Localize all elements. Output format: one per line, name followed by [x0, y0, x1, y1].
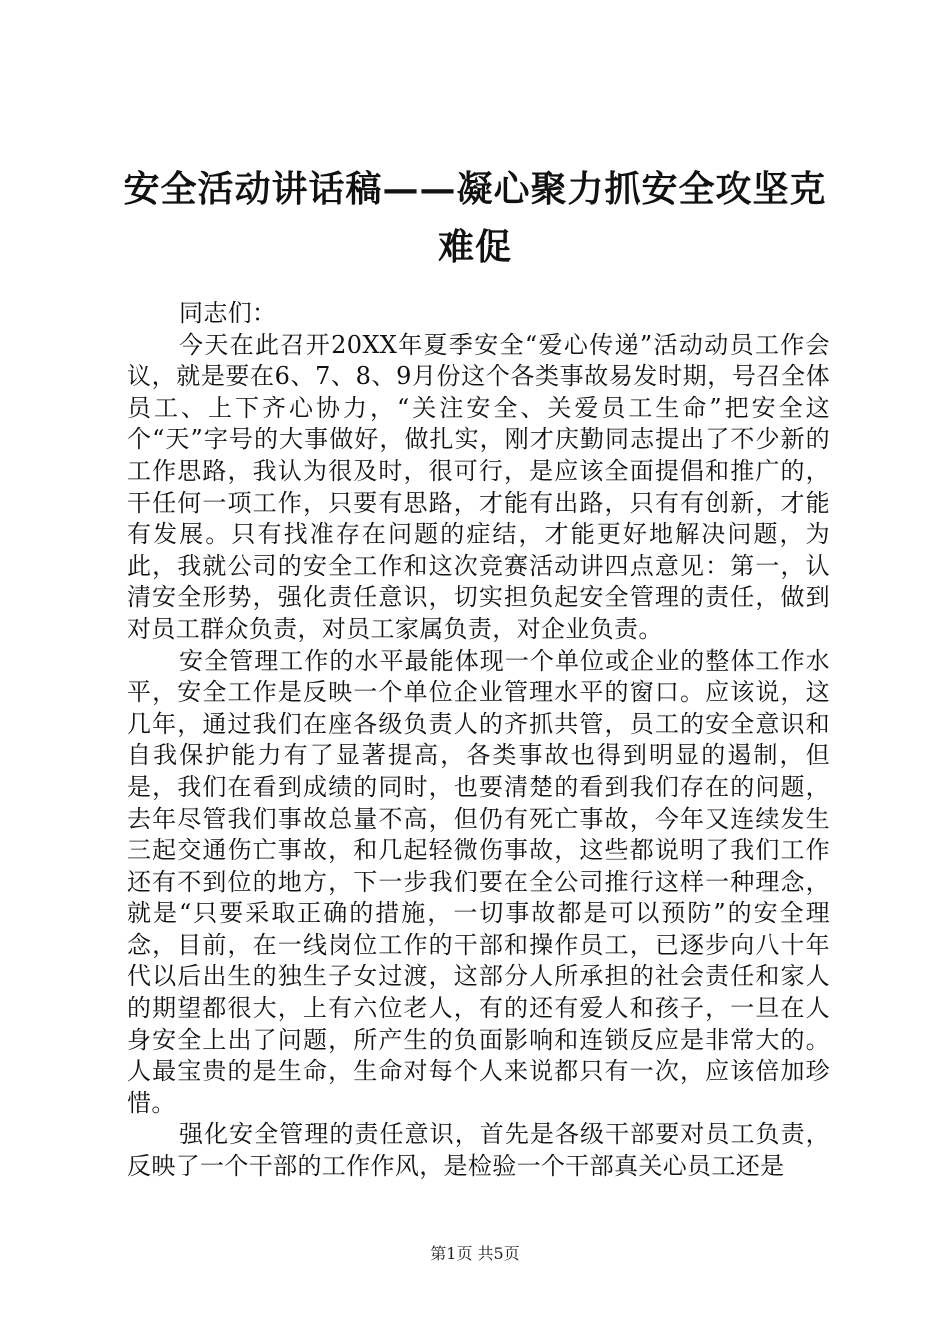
paragraph-3: 强化安全管理的责任意识，首先是各级干部要对员工负责，反映了一个干部的工作作风，是检验一个干部真关心员工还是: [127, 1120, 830, 1181]
page-footer: 第1页 共5页: [430, 1244, 520, 1263]
salutation: 同志们：: [179, 299, 277, 327]
paragraph-2: 安全管理工作的水平最能体现一个单位或企业的整体工作水平，安全工作是反映一个单位企业管理水平的窗口。应该说，这几年，通过我们在座各级负责人的齐抓共管，员工的安全意识和自我保护能力有了显著提高，各类事故也得到明显的遏制，但是，我们在看到成绩的同时，也要清楚的看到我们存在的问题，去年尽管我们事故总量不高，但仍有死亡事故，今年又连续发生三起交通伤亡事故，和几起轻微伤事故，这些都说明了我们工作还有不到位的地方，下一步我们要在全公司推行这样一种理念，就是“只要采取正确的措施，一切事故都是可以预防”的安全理念，目前，在一线岗位工作的干部和操作员工，已逐步向八十年代以后出生的独生子女过渡，这部分人所承担的社会责任和家人的期望都很大，上有六位老人，有的还有爱人和孩子，一旦在人身安全上出了问题，所产生的负面影响和连锁反应是非常大的。人最宝贵的是生命，生命对每个人来说都只有一次，应该倍加珍惜。: [127, 646, 830, 1117]
document-body: [127, 298, 830, 1183]
document-title: 安全活动讲话稿——凝心聚力抓安全攻坚克难促: [123, 168, 827, 268]
paragraph-1: 今天在此召开20XX年夏季安全“爱心传递”活动动员工作会议，就是要在6、7、8、9月份这个各类事故易发时期，号召全体员工、上下齐心协力，“关注安全、关爱员工生命”把安全这个“天”字号的大事做好，做扎实，刚才庆勤同志提出了不少新的工作思路，我认为很及时，很可行，是应该全面提倡和推广的，干任何一项工作，只要有思路，才能有出路，只有有创新，才能有发展。只有找准存在问题的症结，才能更好地解决问题，为此，我就公司的安全工作和这次竞赛活动讲四点意见：第一，认清安全形势，强化责任意识，切实担负起安全管理的责任，做到对员工群众负责，对员工家属负责，对企业负责。: [127, 330, 830, 643]
